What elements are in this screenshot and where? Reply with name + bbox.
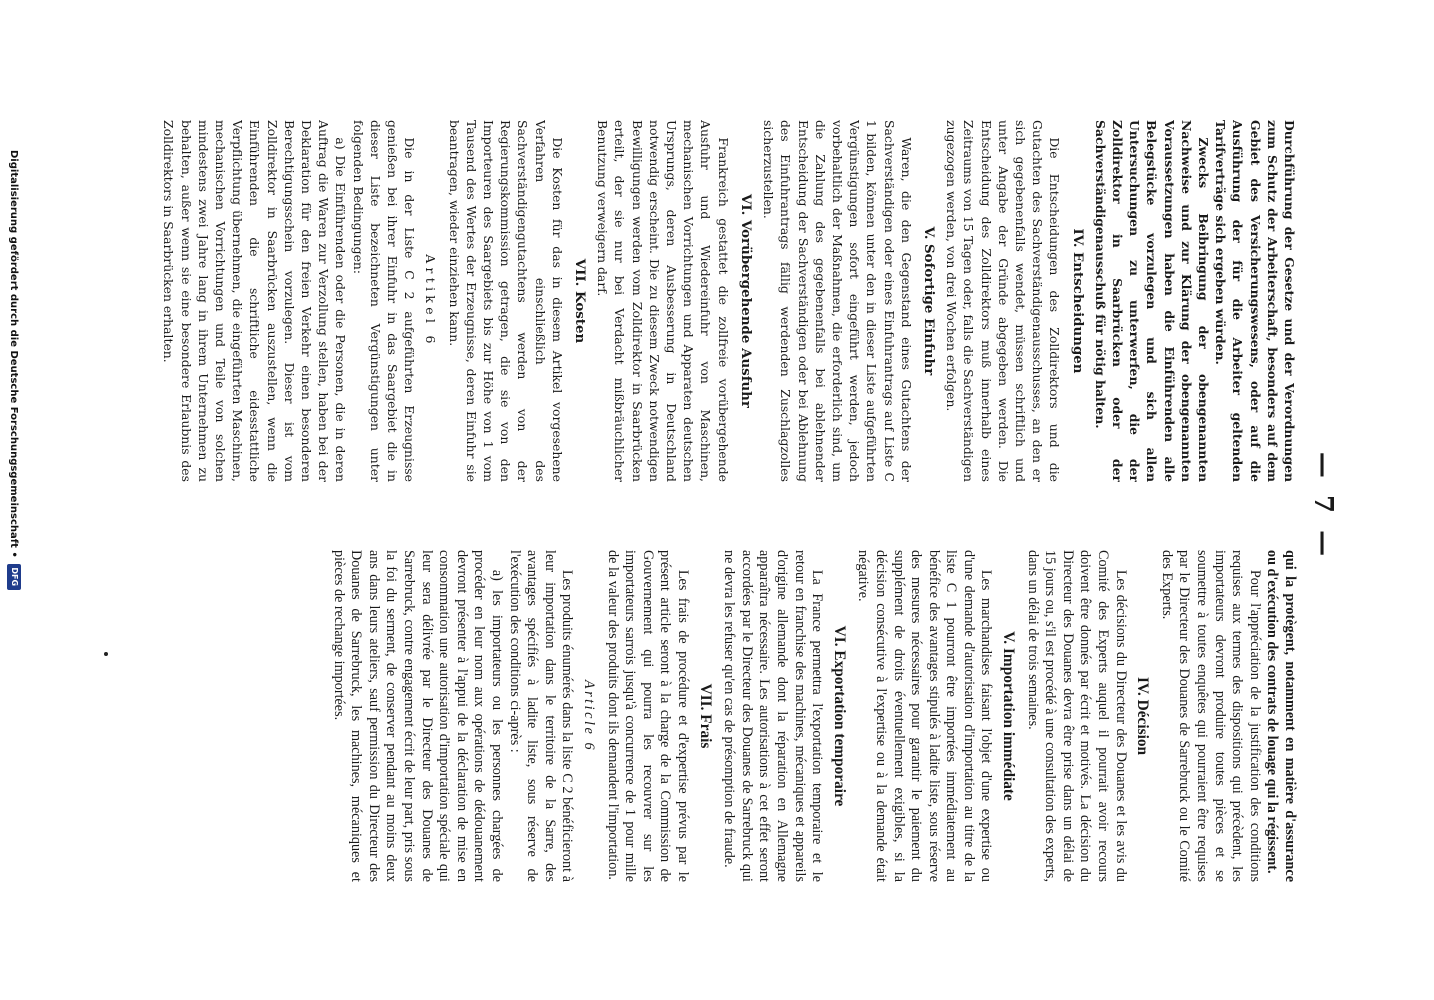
french-paragraph: Les frais de procédure et d'expertise prévus par le présent article seront à la charge de la Commission de Gouvernement qui pourra les recouvrer sur les importateurs sarrois jusqu'à concurrence de 1 pour mille de la valeur des produits dont ils demandent l'importation. — [604, 550, 691, 882]
french-paragraph: a) les importateurs ou les personnes chargées de procéder en leur nom aux opérations de dédouanement devront présenter à l'appui de la déclaration de mise en consommation une autorisation d'importation spéciale qui leur sera délivrée par le Directeur des Douanes de Sarrebruck, contre engagement écrit de leur part, pris sous la foi du serment, de conserver pendant au moins deux ans dans leurs ateliers, sauf permission du Directeur des Douanes de Sarrebruck, les machines, mécaniques et pièces de rechange importées. — [330, 550, 506, 882]
german-paragraph: Waren, die den Gegenstand eines Gutachtens der Sachverständigen oder eines Einfuhrantrags auf Liste C 1 bilden, können unter den in dieser Liste aufgeführten Vergünstigungen sofort eingeführt werden, jedoch vorbehaltlich der Maßnahmen, die erforderlich sind, um die Zahlung des gegebenenfalls bei ablehnender Entscheidung der Sachverständigen oder bei Ablehnung des Einfuhrantrags fällig werdenden Zuschlagzolles sicherzustellen. — [761, 120, 914, 482]
german-paragraph: Durchführung der Gesetze und der Verordnungen zum Schutz der Arbeiterschaft, besonders auf dem Gebiet des Versicherungswesens, oder auf die Ausführung der für die Arbeiter geltenden Tarifverträge sich ergeben würden. — [1213, 120, 1297, 482]
french-column — [128, 550, 1298, 882]
french-paragraph: Les décisions du Directeur des Douanes et les avis du Comité des Experts auquel il pourrait avoir recours doivent être donnés par écrit et motivés. La décision du Directeur des Douanes devra être prise dans un délai de 15 jours ou, s'il est procédé à une consultation des experts, dans un délai de trois semaines. — [1024, 550, 1129, 882]
french-paragraph: La France permettra l'exportation temporaire et le retour en franchise des machines, mécaniques et appareils d'origine allemande dont la réparation en Allemagne apparaîtra nécessaire. Les autorisations à cet effet seront accordées par le Directeur des Douanes de Sarrebruck qui ne devra les refuser qu'en cas de présomption de fraude. — [721, 550, 826, 882]
german-paragraph: Frankreich gestattet die zollfreie vorübergehende Ausfuhr und Wiedereinfuhr von Maschinen, mechanischen Vorrichtungen und Apparaten deutschen Ursprungs, deren Ausbesserung in Deutschland notwendig erscheint. Die zu diesem Zweck notwendigen Bewilligungen werden vom Zolldirektor in Saarbrücken erteilt, der sie nur bei Verdacht mißbräuchlicher Benutzung verweigern darf. — [595, 120, 731, 482]
german-paragraph: Die Entscheidungen des Zolldirektors und die Gutachten des Sachverständigenausschusses, an den er sich gegebenenfalls wendet, müssen schriftlich und unter Angabe der Gründe abgegeben werden. Die Entscheidung des Zolldirektors muß innerhalb eines Zeitraums von 15 Tagen oder, falls die Sachverständigen zugezogen werden, von drei Wochen erfolgen. — [944, 120, 1063, 482]
german-heading-iv: IV. Entscheidungen — [1069, 228, 1086, 374]
page-number: — 7 — — [1308, 451, 1338, 561]
french-paragraph: Les marchandises faisant l'objet d'une expertise ou d'une demande d'autorisation d'importation au titre de la liste C 1 pourront être importées immédiatement au bénéfice des avantages stipulés à ladite liste, sous réserve des mesures nécessaires pour garantir le paiement du supplément de droits éventuellement exigibles, si la décision consécutive à l'expertise ou à la demande était négative. — [855, 550, 995, 882]
french-heading-v: V. Importation immédiate — [1000, 631, 1018, 801]
french-paragraph: Pour l'appréciation de la justification des conditions requises aux termes des dispositions qui précèdent, les importateurs devront produire toutes pièces et se soumettre à toutes enquêtes qui pourraient être requises par le Directeur des Douanes de Sarrebruck ou le Comité des Experts. — [1158, 550, 1263, 882]
french-article-heading: Article 6 — [581, 679, 598, 753]
german-article-heading: Artikel 6 — [423, 254, 439, 348]
german-paragraph: a) Die Einführenden oder die Personen, die in deren Auftrag die Waren zur Verzollung stellen, haben bei der Deklaration für den freien Verkehr einen besonderen Berechtigungsschein vorzulegen. Dieser ist vom Zolldirektor in Saarbrücken auszustellen, wenn die Einführenden die schriftliche eidesstattliche Verpflichtung übernehmen, die eingeführten Maschinen, mechanischen Vorrichtungen und Teile von solchen mindestens zwei Jahre lang in ihrem Unternehmen zu behalten, außer wenn sie eine besondere Erlaubnis des Zolldirektors in Saarbrücken erhalten. — [161, 120, 349, 482]
german-heading-v: V. Sofortige Einfuhr — [920, 226, 937, 376]
ink-dot — [104, 652, 108, 656]
french-paragraph: qui la protègent, notamment en matière d'assurance ou d'exécution des contrats de louage qui la régissent. — [1264, 550, 1298, 882]
german-heading-vi: VI. Vorübergehende Ausfuhr — [737, 194, 754, 408]
french-heading-vii: VII. Frais — [696, 683, 714, 749]
digitization-note: Digitalisierung gefördert durch die Deutsche Forschungsgemeinschaft • — [8, 150, 20, 558]
german-paragraph: Die in der Liste C 2 aufgeführten Erzeugnisse genießen bei ihrer Einfuhr in das Saargebiet die in dieser Liste bezeichneten Vergünstigungen unter folgenden Bedingungen: — [350, 120, 418, 482]
german-heading-vii: VII. Kosten — [572, 258, 589, 344]
french-heading-vi: VI. Exportation temporaire — [830, 625, 848, 807]
french-heading-iv: IV. Décision — [1134, 676, 1152, 756]
french-paragraph: Les produits énumérés dans la liste C 2 bénéficieront à leur importation dans le territoire de la Sarre, des avantages spécifiés à ladite liste, sous réserve de l'exécution des conditions ci-après : — [506, 550, 576, 882]
german-paragraph: Zwecks Beibringung der obengenannten Nachweise und zur Klärung der obengenannten Voraussetzungen haben die Einführenden alle Belegstücke vorzulegen und sich allen Untersuchungen zu unterwerfen, die der Zolldirektor in Saarbrücken oder der Sachverständigenausschuß für nötig halten. — [1092, 120, 1211, 482]
digitization-footer — [4, 150, 24, 970]
german-paragraph: Die Kosten für das in diesem Artikel vorgesehene Verfahren einschließlich des Sachverständigengutachtens werden von der Regierungskommission getragen, die sie von den Importeuren des Saargebiets bis zur Höhe von 1 vom Tausend des Wertes der Erzeugnisse, deren Einfuhr sie beantragen, wieder einziehen kann. — [446, 120, 565, 482]
german-column — [128, 120, 1298, 482]
dfg-logo-icon: DFG — [7, 564, 21, 590]
